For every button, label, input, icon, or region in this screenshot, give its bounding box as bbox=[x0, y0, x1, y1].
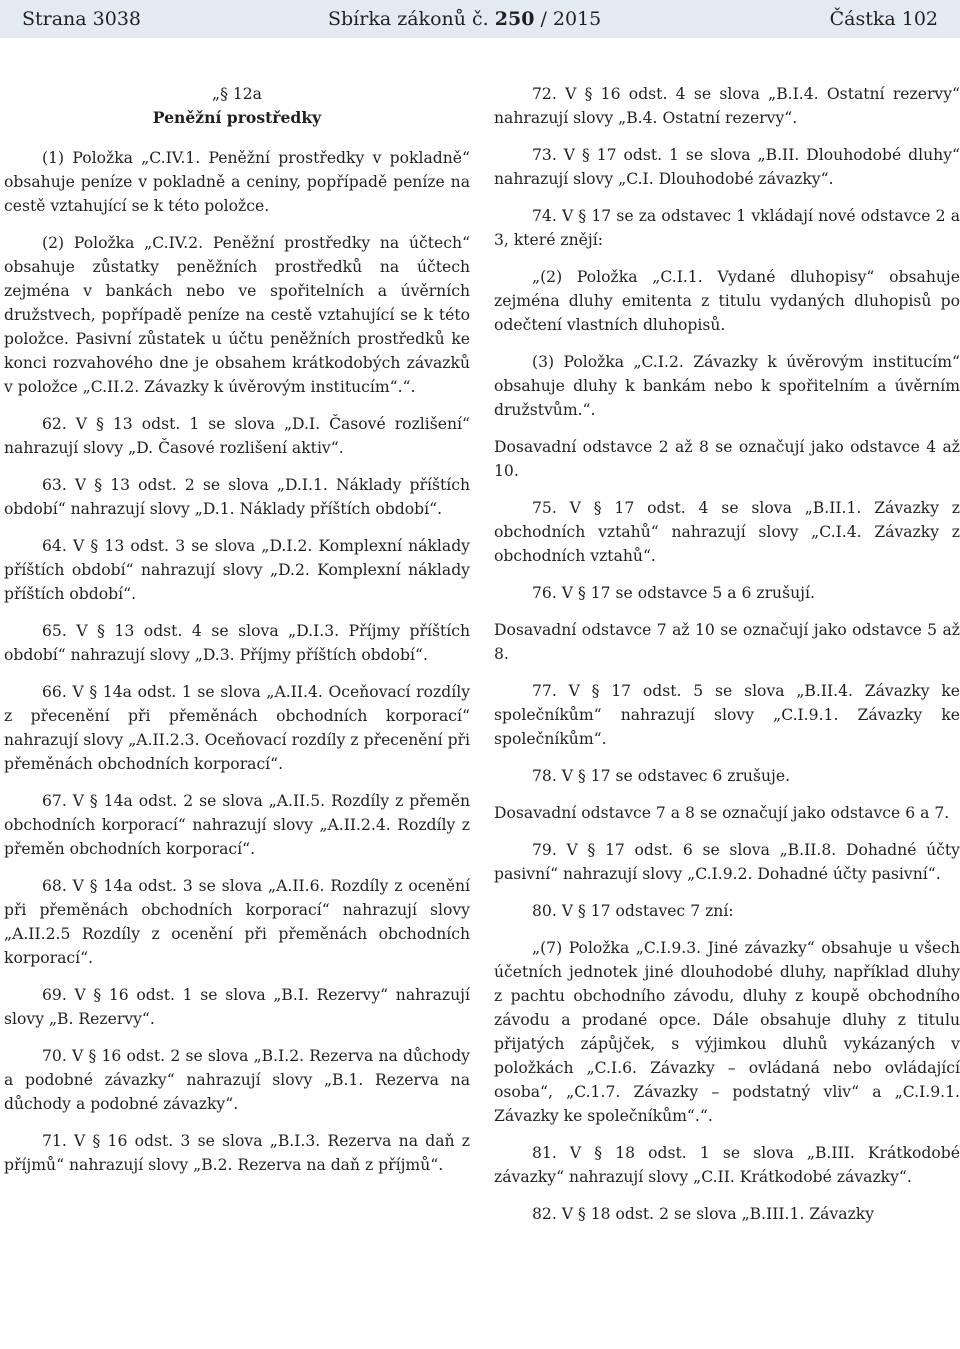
amendment-point: 76. V § 17 se odstavce 5 a 6 zrušují. bbox=[532, 584, 815, 602]
amendment-point: Dosavadní odstavce 2 až 8 se označují jako odstavce 4 až 10. bbox=[494, 438, 960, 480]
amendment-point: 82. V § 18 odst. 2 se slova „B.III.1. Závazky bbox=[532, 1205, 875, 1223]
amendment-point: „(7) Položka „C.I.9.3. Jiné závazky“ obsahuje u všech účetních jednotek jiné dlouhodobé dluhy, například dluhy z pachtu obchodního závodu, dluhy z koupě obchodního závodu a prodané opce. Dále obsahuje dluhy z titulu přijatých zápůjček, s výjimkou dluhů vykázaných v položkách „C.I.6. Závazky – ovládaná nebo ovládající osoba“, „C.1.7. Závazky – podstatný vliv“ a „C.I.9.1. Závazky ke společníkům“.“. bbox=[494, 939, 960, 1125]
section-title: Peněžní prostředky bbox=[152, 108, 322, 127]
right-column bbox=[494, 82, 960, 1239]
collection-title bbox=[328, 0, 601, 38]
paragraph: (2) Položka „C.IV.2. Peněžní prostředky na účtech“ obsahuje zůstatky peněžních prostředků na účtech zejména v bankách nebo ve spořitelních a úvěrních družstvech, popřípadě peníze na cestě vztahující se k této položce. Pasivní zůstatek u účtu peněžních prostředků ke konci rozvahového dne je obsahem krátkodobých závazků v položce „C.II.2. Závazky k úvěrovým institucím“.“. bbox=[4, 234, 470, 396]
amendment-point: 77. V § 17 odst. 5 se slova „B.II.4. Závazky ke společníkům“ nahrazují slovy „C.I.9.1. Závazky ke společníkům“. bbox=[494, 682, 960, 748]
amendment-point: 70. V § 16 odst. 2 se slova „B.I.2. Rezerva na důchody a podobné závazky“ nahrazují slovy „B.1. Rezerva na důchody a podobné závazky“. bbox=[4, 1047, 470, 1113]
amendment-point: 74. V § 17 se za odstavec 1 vkládají nové odstavce 2 a 3, které znějí: bbox=[494, 207, 960, 249]
amendment-point: 66. V § 14a odst. 1 se slova „A.II.4. Oceňovací rozdíly z přecenění při přeměnách obchodních korporací“ nahrazují slovy „A.II.2.3. Oceňovací rozdíly z přecenění při přeměnách obchodních korporací“. bbox=[4, 683, 470, 773]
left-column bbox=[4, 82, 470, 1190]
amendment-point: 68. V § 14a odst. 3 se slova „A.II.6. Rozdíly z ocenění při přeměnách obchodních korporací“ nahrazují slovy „A.II.2.5 Rozdíly z ocenění při přeměnách obchodních korporací“. bbox=[4, 877, 470, 967]
page-number: Strana 3038 bbox=[22, 8, 142, 30]
amendment-point: 63. V § 13 odst. 2 se slova „D.I.1. Náklady příštích období“ nahrazují slovy „D.1. Náklady příštích období“. bbox=[4, 476, 470, 518]
paragraph: (1) Položka „C.IV.1. Peněžní prostředky v pokladně“ obsahuje peníze v pokladně a ceniny, popřípadě peníze na cestě vztahující se k této položce. bbox=[4, 149, 470, 215]
collection-prefix: Sbírka zákonů č. bbox=[328, 8, 489, 30]
amendment-point: 69. V § 16 odst. 1 se slova „B.I. Rezervy“ nahrazují slovy „B. Rezervy“. bbox=[4, 986, 470, 1028]
page-header bbox=[0, 0, 960, 38]
amendment-point: „(2) Položka „C.I.1. Vydané dluhopisy“ obsahuje zejména dluhy emitenta z titulu vydaných dluhopisů po odečtení vlastních dluhopisů. bbox=[494, 268, 960, 334]
amendment-point: (3) Položka „C.I.2. Závazky k úvěrovým institucím“ obsahuje dluhy k bankám nebo k spořitelním a úvěrním družstvům.“. bbox=[494, 353, 960, 419]
issue-part: Částka 102 bbox=[829, 8, 938, 30]
amendment-point: 64. V § 13 odst. 3 se slova „D.I.2. Komplexní náklady příštích období“ nahrazují slovy „D.2. Komplexní náklady příštích období“. bbox=[4, 537, 470, 603]
section-mark: „§ 12a bbox=[212, 85, 262, 103]
amendment-point: Dosavadní odstavce 7 až 10 se označují jako odstavce 5 až 8. bbox=[494, 621, 960, 663]
amendment-point: 81. V § 18 odst. 1 se slova „B.III. Krátkodobé závazky“ nahrazují slovy „C.II. Krátkodobé závazky“. bbox=[494, 1144, 960, 1186]
year-suffix: / 2015 bbox=[534, 8, 602, 30]
amendment-point: 67. V § 14a odst. 2 se slova „A.II.5. Rozdíly z přeměn obchodních korporací“ nahrazují slovy „A.II.2.4. Rozdíly z přeměn obchodních korporací“. bbox=[4, 792, 470, 858]
amendment-point: 80. V § 17 odstavec 7 zní: bbox=[532, 902, 734, 920]
amendment-point: 78. V § 17 se odstavec 6 zrušuje. bbox=[532, 767, 791, 785]
amendment-point: 75. V § 17 odst. 4 se slova „B.II.1. Závazky z obchodních vztahů“ nahrazují slovy „C.I.4. Závazky z obchodních vztahů“. bbox=[494, 499, 960, 565]
amendment-point: 65. V § 13 odst. 4 se slova „D.I.3. Příjmy příštích období“ nahrazují slovy „D.3. Příjmy příštích období“. bbox=[4, 622, 470, 664]
amendment-point: 73. V § 17 odst. 1 se slova „B.II. Dlouhodobé dluhy“ nahrazují slovy „C.I. Dlouhodobé závazky“. bbox=[494, 146, 960, 188]
amendment-point: Dosavadní odstavce 7 a 8 se označují jako odstavce 6 a 7. bbox=[494, 804, 950, 822]
amendment-point: 62. V § 13 odst. 1 se slova „D.I. Časové rozlišení“ nahrazují slovy „D. Časové rozlišení aktiv“. bbox=[4, 415, 470, 457]
amendment-point: 79. V § 17 odst. 6 se slova „B.II.8. Dohadné účty pasivní“ nahrazují slovy „C.I.9.2. Dohadné účty pasivní“. bbox=[494, 841, 960, 883]
amendment-point: 71. V § 16 odst. 3 se slova „B.I.3. Rezerva na daň z příjmů“ nahrazují slovy „B.2. Rezerva na daň z příjmů“. bbox=[4, 1132, 470, 1174]
amendment-point: 72. V § 16 odst. 4 se slova „B.I.4. Ostatní rezervy“ nahrazují slovy „B.4. Ostatní rezervy“. bbox=[494, 85, 960, 127]
law-number: 250 bbox=[494, 8, 535, 30]
